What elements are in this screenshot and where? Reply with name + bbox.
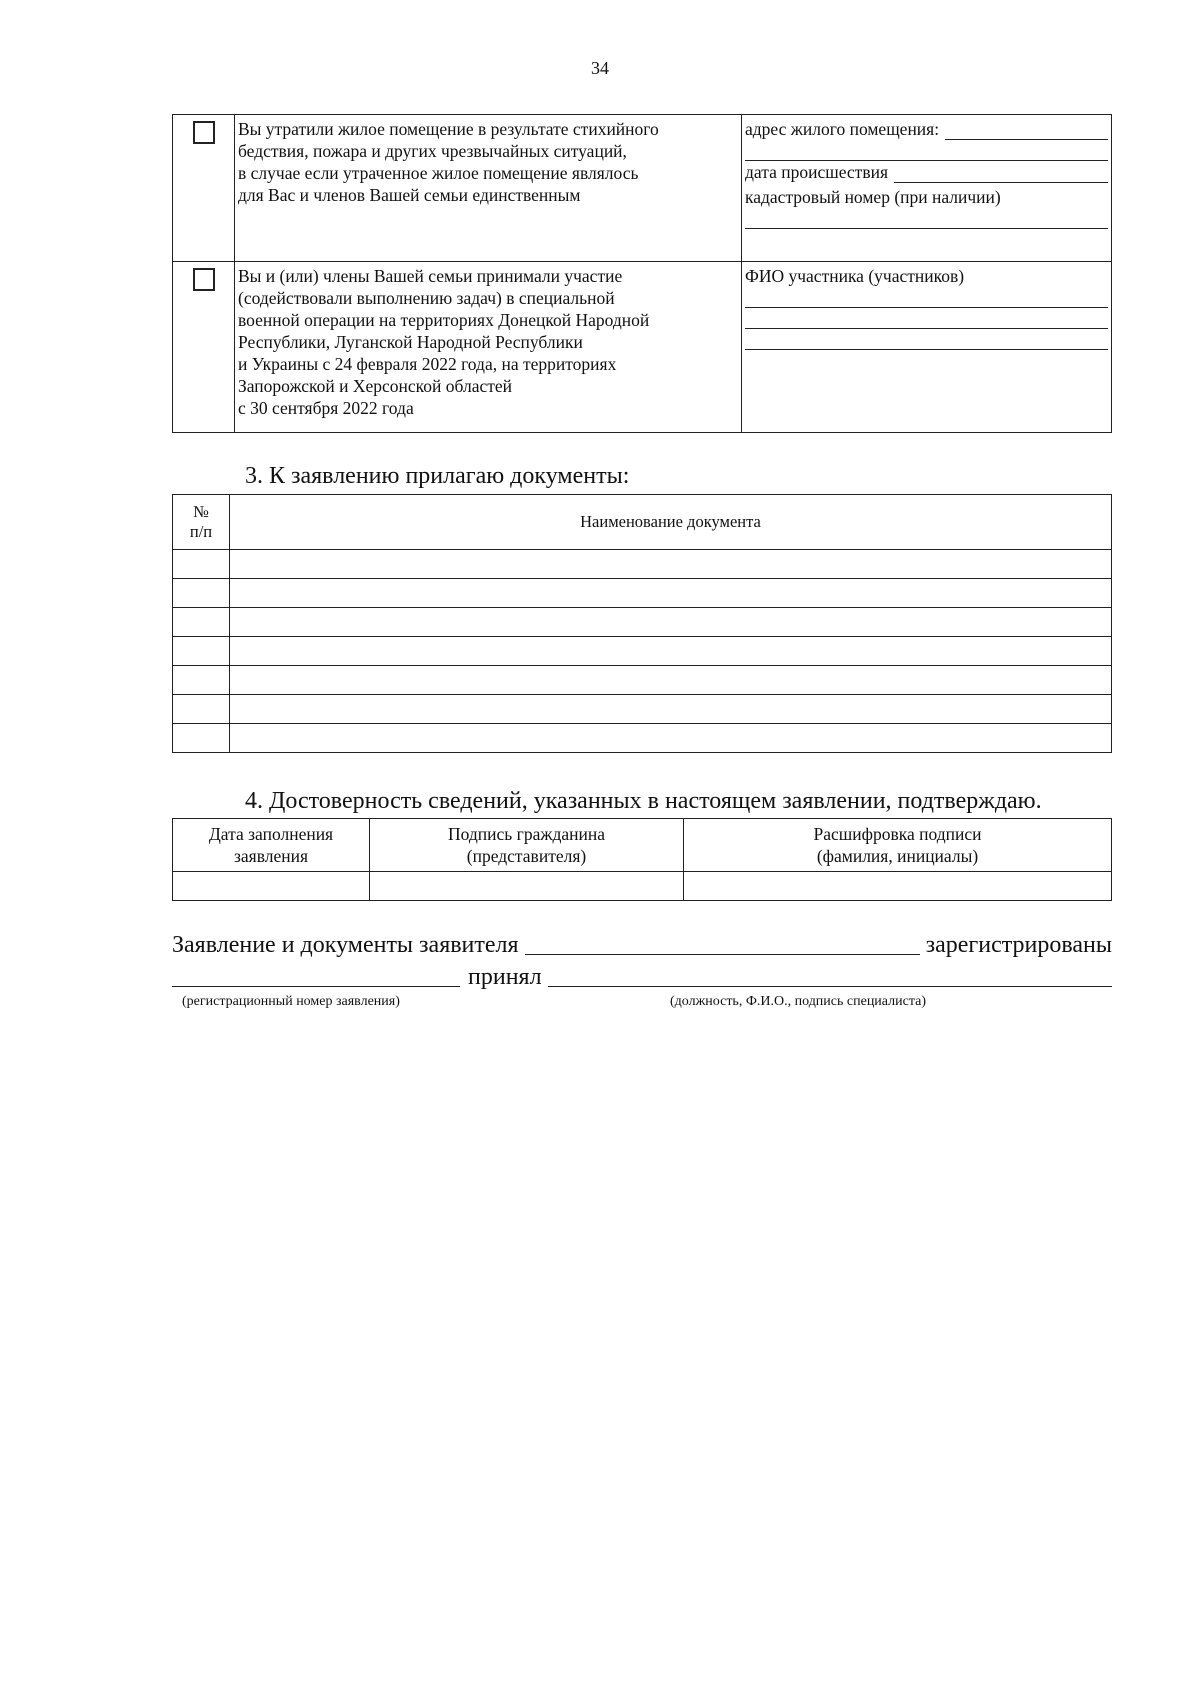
applicant-input-line[interactable] (525, 930, 920, 955)
date-input-line[interactable] (894, 165, 1108, 183)
description-line: Запорожской и Херсонской областей (238, 376, 513, 396)
description-line: военной операции на территориях Донецкой Народной (238, 310, 650, 330)
documents-table (172, 494, 1112, 753)
section3-heading: 3. К заявлению прилагаю документы: (245, 463, 630, 489)
specialist-input-line[interactable] (548, 962, 1112, 987)
number-cell[interactable] (173, 666, 230, 695)
documents-header-row (173, 495, 1112, 550)
description-line: Республики, Луганской Народной Республики (238, 332, 583, 352)
section4-heading: 4. Достоверность сведений, указанных в настоящем заявлении, подтверждаю. (245, 788, 1042, 814)
table-row (173, 724, 1112, 753)
reg-number-input-line[interactable] (172, 962, 460, 987)
document-name-cell[interactable] (230, 608, 1112, 637)
situation-row-disaster (173, 115, 1112, 262)
page-number: 34 (591, 58, 609, 78)
document-name-cell[interactable] (230, 550, 1112, 579)
reg-number-caption: (регистрационный номер заявления) (182, 994, 400, 1009)
cadastral-input-line[interactable] (745, 208, 1108, 229)
table-row (173, 695, 1112, 724)
number-cell[interactable] (173, 579, 230, 608)
registration-line (172, 930, 1112, 959)
registration-text-start: Заявление и документы заявителя (172, 932, 519, 958)
column-number-header (173, 495, 230, 550)
number-cell[interactable] (173, 608, 230, 637)
date-header-line: Дата заполнения (208, 824, 334, 844)
signature-header-line: Подпись гражданина (448, 824, 605, 844)
number-cell[interactable] (173, 695, 230, 724)
table-row (173, 579, 1112, 608)
table-row (173, 666, 1112, 695)
specialist-caption: (должность, Ф.И.О., подпись специалиста) (670, 994, 926, 1009)
number-cell[interactable] (173, 724, 230, 753)
description-line: Вы утратили жилое помещение в результате стихийного (238, 119, 659, 139)
accepted-label: принял (468, 964, 542, 990)
participants-input-line[interactable] (745, 308, 1108, 329)
description-line: в случае если утраченное жилое помещение являлось (238, 163, 639, 183)
signature-header-line: (представителя) (466, 846, 587, 866)
document-name-cell[interactable] (230, 637, 1112, 666)
registration-text-end: зарегистрированы (925, 932, 1112, 958)
document-name-cell[interactable] (230, 579, 1112, 608)
description-line: бедствия, пожара и других чрезвычайных ситуаций, (238, 141, 627, 161)
description-line: для Вас и членов Вашей семьи единственным (238, 185, 581, 205)
checkbox-svo[interactable] (193, 268, 215, 291)
participants-input-line[interactable] (745, 329, 1108, 350)
decryption-header-line: (фамилия, инициалы) (816, 846, 979, 866)
signature-input-row (173, 872, 1112, 901)
address-label: адрес жилого помещения: (745, 119, 940, 139)
date-label: дата происшествия (745, 162, 888, 182)
date-field[interactable] (745, 161, 1108, 183)
number-cell[interactable] (173, 550, 230, 579)
description-line: Вы и (или) члены Вашей семьи принимали участие (238, 266, 623, 286)
column-name-header: Наименование документа (230, 495, 1112, 550)
situation-description (235, 262, 742, 433)
decryption-header-line: Расшифровка подписи (813, 824, 982, 844)
checkbox-disaster[interactable] (193, 121, 215, 144)
situation-fields (742, 115, 1112, 262)
date-header-line: заявления (233, 846, 309, 866)
date-input-cell[interactable] (173, 872, 370, 901)
table-row (173, 637, 1112, 666)
table-row (173, 608, 1112, 637)
signature-header-row (173, 819, 1112, 872)
decryption-column-header (684, 819, 1112, 872)
situations-table (172, 114, 1112, 433)
number-cell[interactable] (173, 637, 230, 666)
description-line: (содействовали выполнению задач) в специальной (238, 288, 615, 308)
address-input-line[interactable] (945, 122, 1108, 140)
signature-input-cell[interactable] (370, 872, 684, 901)
column-number-abbr: п/п (189, 522, 213, 541)
address-field[interactable] (745, 118, 1108, 140)
signature-column-header (370, 819, 684, 872)
address-input-line-2[interactable] (745, 140, 1108, 161)
situation-fields (742, 262, 1112, 433)
situation-row-svo (173, 262, 1112, 433)
date-column-header (173, 819, 370, 872)
participants-label: ФИО участника (участников) (745, 266, 965, 286)
cadastral-label: кадастровый номер (при наличии) (745, 187, 1001, 207)
table-row (173, 550, 1112, 579)
description-line: с 30 сентября 2022 года (238, 398, 414, 418)
participants-input-line[interactable] (745, 287, 1108, 308)
document-name-cell[interactable] (230, 695, 1112, 724)
description-line: и Украины с 24 февраля 2022 года, на территориях (238, 354, 617, 374)
document-name-cell[interactable] (230, 724, 1112, 753)
checkbox-cell (173, 262, 235, 433)
accepted-line (172, 962, 1112, 991)
column-number-symbol: № (193, 502, 209, 521)
situation-description (235, 115, 742, 262)
decryption-input-cell[interactable] (684, 872, 1112, 901)
checkbox-cell (173, 115, 235, 262)
document-name-cell[interactable] (230, 666, 1112, 695)
signature-table (172, 818, 1112, 901)
